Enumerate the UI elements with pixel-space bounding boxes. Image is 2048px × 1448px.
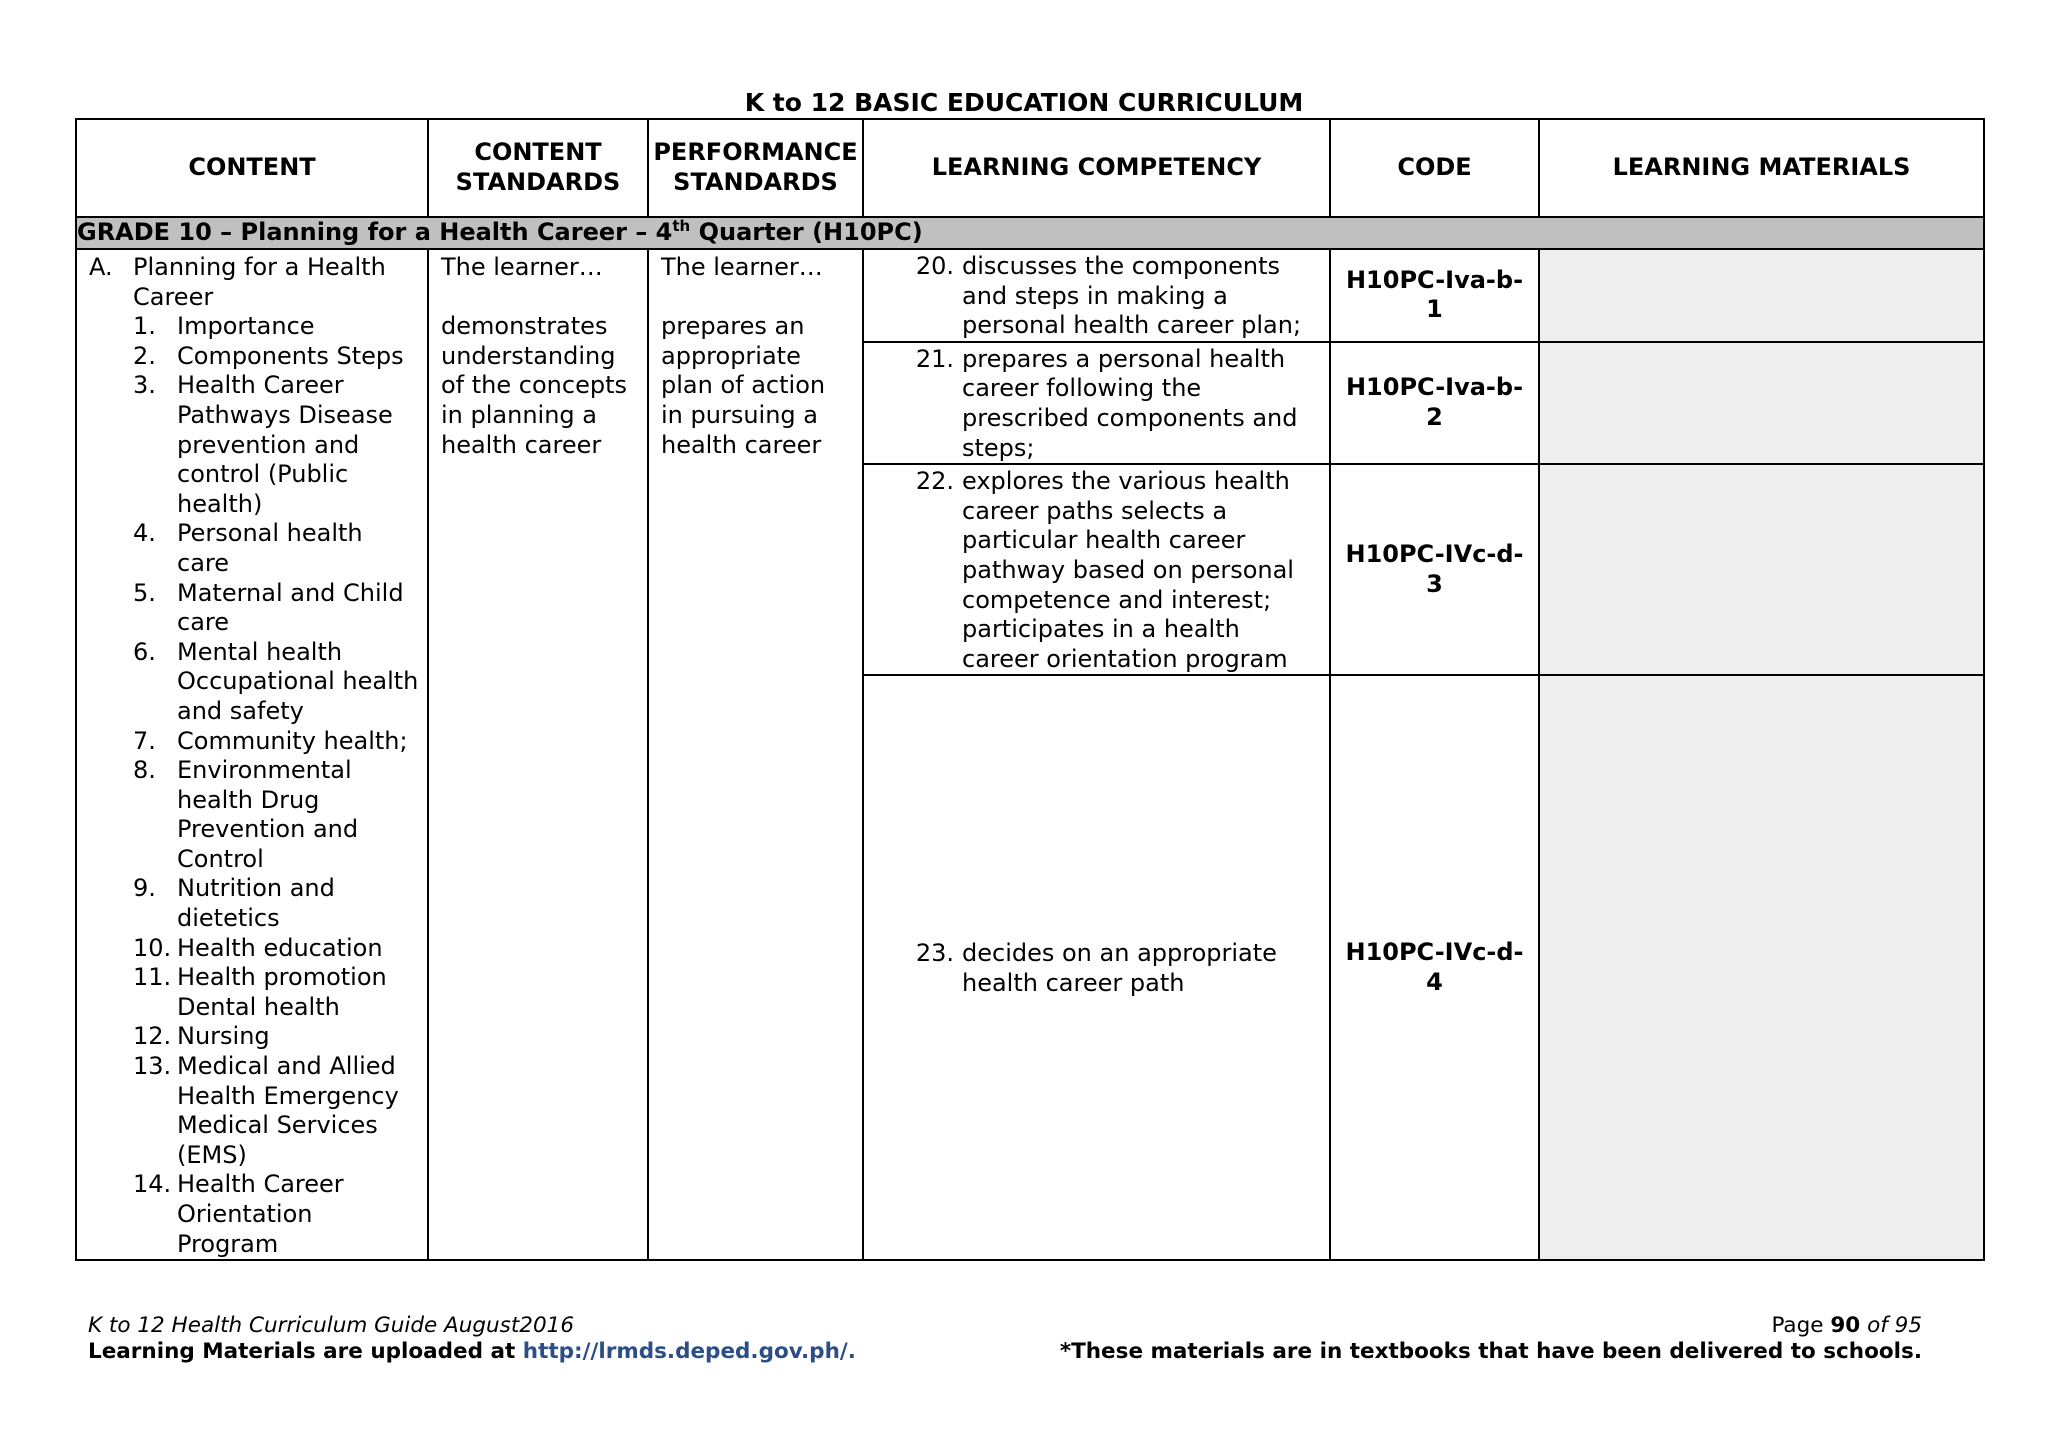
competency-item: 20. discusses the components and steps in making a personal health career plan; (915, 252, 1302, 340)
learning-materials-cell (1539, 675, 1984, 1260)
code-cell: H10PC-IVc-d-3 (1330, 464, 1539, 675)
curriculum-table (75, 118, 1985, 1261)
textbook-note: *These materials are in textbooks that have been delivered to schools. (1059, 1339, 1922, 1364)
competency-cell (863, 675, 1330, 1260)
code-cell: H10PC-Iva-b-2 (1330, 342, 1539, 464)
learning-materials-cell (1539, 464, 1984, 675)
header-learning-materials: LEARNING MATERIALS (1539, 119, 1984, 217)
competency-item: 21. prepares a personal health career following the prescribed components and steps; (915, 344, 1298, 462)
header-content-standards: CONTENT STANDARDS (428, 119, 648, 217)
learning-materials-cell (1539, 342, 1984, 464)
content-subtopic: 7. Community health; (133, 726, 408, 755)
content-subtopic-list (89, 312, 421, 1259)
content-subtopic: 4. Personal health care (133, 519, 363, 577)
performance-standards-cell: The learner… prepares an appropriate plan of action in pursuing a health career (648, 249, 863, 1260)
document-title: K to 12 BASIC EDUCATION CURRICULUM (744, 88, 1304, 117)
content-subtopic: 3. Health Career Pathways Disease prevention and control (Public health) (133, 371, 393, 518)
competency-item: 22. explores the various health career paths selects a particular health career pathway based on personal competence and interest; participates in a health career orientation program (915, 467, 1294, 673)
content-subtopic: 8. Environmental health Drug Prevention and Control (133, 756, 359, 873)
footer-left (88, 1313, 856, 1365)
competency-item: 23. decides on an appropriate health career path (915, 939, 1277, 997)
upload-note: Learning Materials are uploaded at http://lrmds.deped.gov.ph/. (88, 1339, 856, 1364)
grade-heading: GRADE 10 – Planning for a Health Career – 4th Quarter (H10PC) (76, 217, 1984, 249)
content-topic: A. Planning for a Health Career (89, 253, 386, 311)
content-subtopic: 14. Health Career Orientation Program (133, 1170, 344, 1258)
content-standards-cell: The learner… demonstrates understanding of the concepts in planning a health career (428, 249, 648, 1260)
learning-materials-cell (1539, 249, 1984, 342)
content-subtopic: 5. Maternal and Child care (133, 578, 404, 637)
footer-right (1060, 1313, 1922, 1365)
content-subtopic: 13. Medical and Allied Health Emergency Medical Services (EMS) (133, 1052, 399, 1169)
header-content: CONTENT (76, 119, 428, 217)
competency-cell (863, 464, 1330, 675)
content-subtopic: 12. Nursing (133, 1022, 270, 1051)
guide-title: K to 12 Health Curriculum Guide August2016 (88, 1313, 575, 1338)
header-code: CODE (1330, 119, 1539, 217)
header-row (76, 119, 1984, 217)
content-subtopic: 10. Health education (133, 933, 383, 962)
competency-cell (863, 249, 1330, 342)
page-number: Page 90 of 95 (1771, 1313, 1922, 1338)
code-cell: H10PC-IVc-d-4 (1330, 675, 1539, 1260)
content-subtopic: 6. Mental health Occupational health and safety (133, 637, 419, 725)
content-subtopic: 1. Importance (133, 312, 315, 341)
grade-row (76, 217, 1984, 249)
lrmds-link[interactable]: http://lrmds.deped.gov.ph/. (522, 1339, 856, 1364)
content-subtopic: 2. Components Steps (133, 341, 404, 370)
content-cell (76, 249, 428, 1260)
content-subtopic: 11. Health promotion Dental health (133, 963, 387, 1021)
competency-cell (863, 342, 1330, 464)
table-row (76, 249, 1984, 342)
content-subtopic: 9. Nutrition and dietetics (133, 874, 335, 933)
header-performance-standards: PERFORMANCE STANDARDS (648, 119, 863, 217)
header-learning-competency: LEARNING COMPETENCY (863, 119, 1330, 217)
code-cell: H10PC-Iva-b-1 (1330, 249, 1539, 342)
